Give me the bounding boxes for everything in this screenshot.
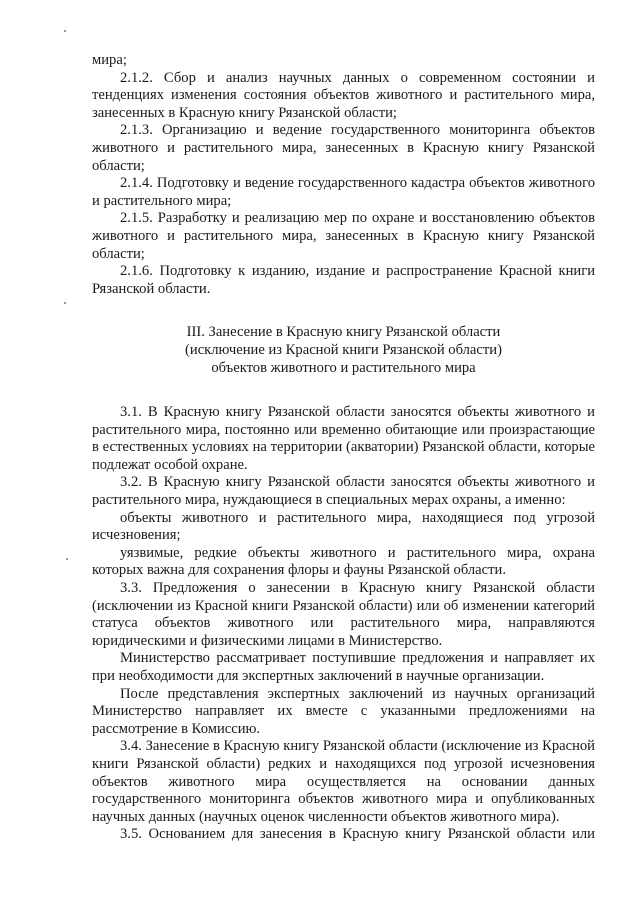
section-heading-line-2: (исключение из Красной книги Рязанской области): [185, 341, 502, 358]
section-heading-line-1: III. Занесение в Красную книгу Рязанской области: [186, 324, 501, 341]
paragraph-3-5: 3.5. Основанием для занесения в Красную книгу Рязанской области или: [120, 826, 595, 843]
scan-speck: [64, 302, 66, 304]
section-heading-line-3: объектов животного и растительного мира: [211, 359, 476, 376]
paragraph-3-1: 3.1. В Красную книгу Рязанской области заносятся объекты животного и растительного мира, постоянно или временно обитающие или произрастающие в естественных условиях на территории (акватории) Рязанской области, которые подлежат особой охране.: [92, 404, 595, 473]
paragraph-3-2-item-2: уязвимые, редкие объекты животного и растительного мира, охрана которых важна для сохранения флоры и фауны Рязанской области.: [92, 544, 595, 579]
paragraph-2-1-6: 2.1.6. Подготовку к изданию, издание и распространение Красной книги Рязанской области.: [92, 263, 595, 297]
paragraph-continuation: мира;: [92, 52, 127, 68]
paragraph-2-1-2: 2.1.2. Сбор и анализ научных данных о современном состоянии и тенденциях изменения состояния объектов животного и растительного мира, занесенных в Красную книгу Рязанской области;: [92, 69, 595, 121]
scan-speck: [66, 558, 68, 560]
section-heading: [92, 324, 595, 377]
paragraph-3-3: 3.3. Предложения о занесении в Красную книгу Рязанской области (исключении из Красной книги Рязанской области) или об изменении категорий статуса объектов животного или растительного мира, направляются юридическими и физическими лицами в Министерство.: [92, 580, 595, 649]
scan-speck: [64, 30, 66, 32]
paragraph-3-4: 3.4. Занесение в Красную книгу Рязанской области (исключение из Красной книги Рязанской области) редких и находящихся под угрозой исчезновения объектов животного мира осуществляется на основании данных государственного мониторинга объектов животного мира и опубликованных научных данных (научных оценок численности объектов животного мира).: [92, 738, 595, 825]
paragraph-2-1-4: 2.1.4. Подготовку и ведение государственного кадастра объектов животного и растительного мира;: [92, 175, 595, 209]
paragraph-3-2-item-1: объекты животного и растительного мира, находящиеся под угрозой исчезновения;: [92, 509, 595, 544]
paragraph-3-2: 3.2. В Красную книгу Рязанской области заносятся объекты животного и растительного мира, нуждающиеся в специальных мерах охраны, а именно:: [92, 474, 595, 509]
paragraph-3-3-ministry: Министерство рассматривает поступившие предложения и направляет их при необходимости для экспертных заключений в научные организации.: [92, 650, 595, 684]
paragraph-2-1-3: 2.1.3. Организацию и ведение государственного мониторинга объектов животного и растительного мира, занесенных в Красную книгу Рязанской области;: [92, 122, 595, 174]
document-body: [92, 52, 595, 844]
paragraph-2-1-5: 2.1.5. Разработку и реализацию мер по охране и восстановлению объектов животного и растительного мира, занесенных в Красную книгу Рязанской области;: [92, 210, 595, 262]
paragraph-3-3-commission: После представления экспертных заключений из научных организаций Министерство направляет их вместе с указанными предложениями на рассмотрение в Комиссию.: [92, 685, 595, 737]
